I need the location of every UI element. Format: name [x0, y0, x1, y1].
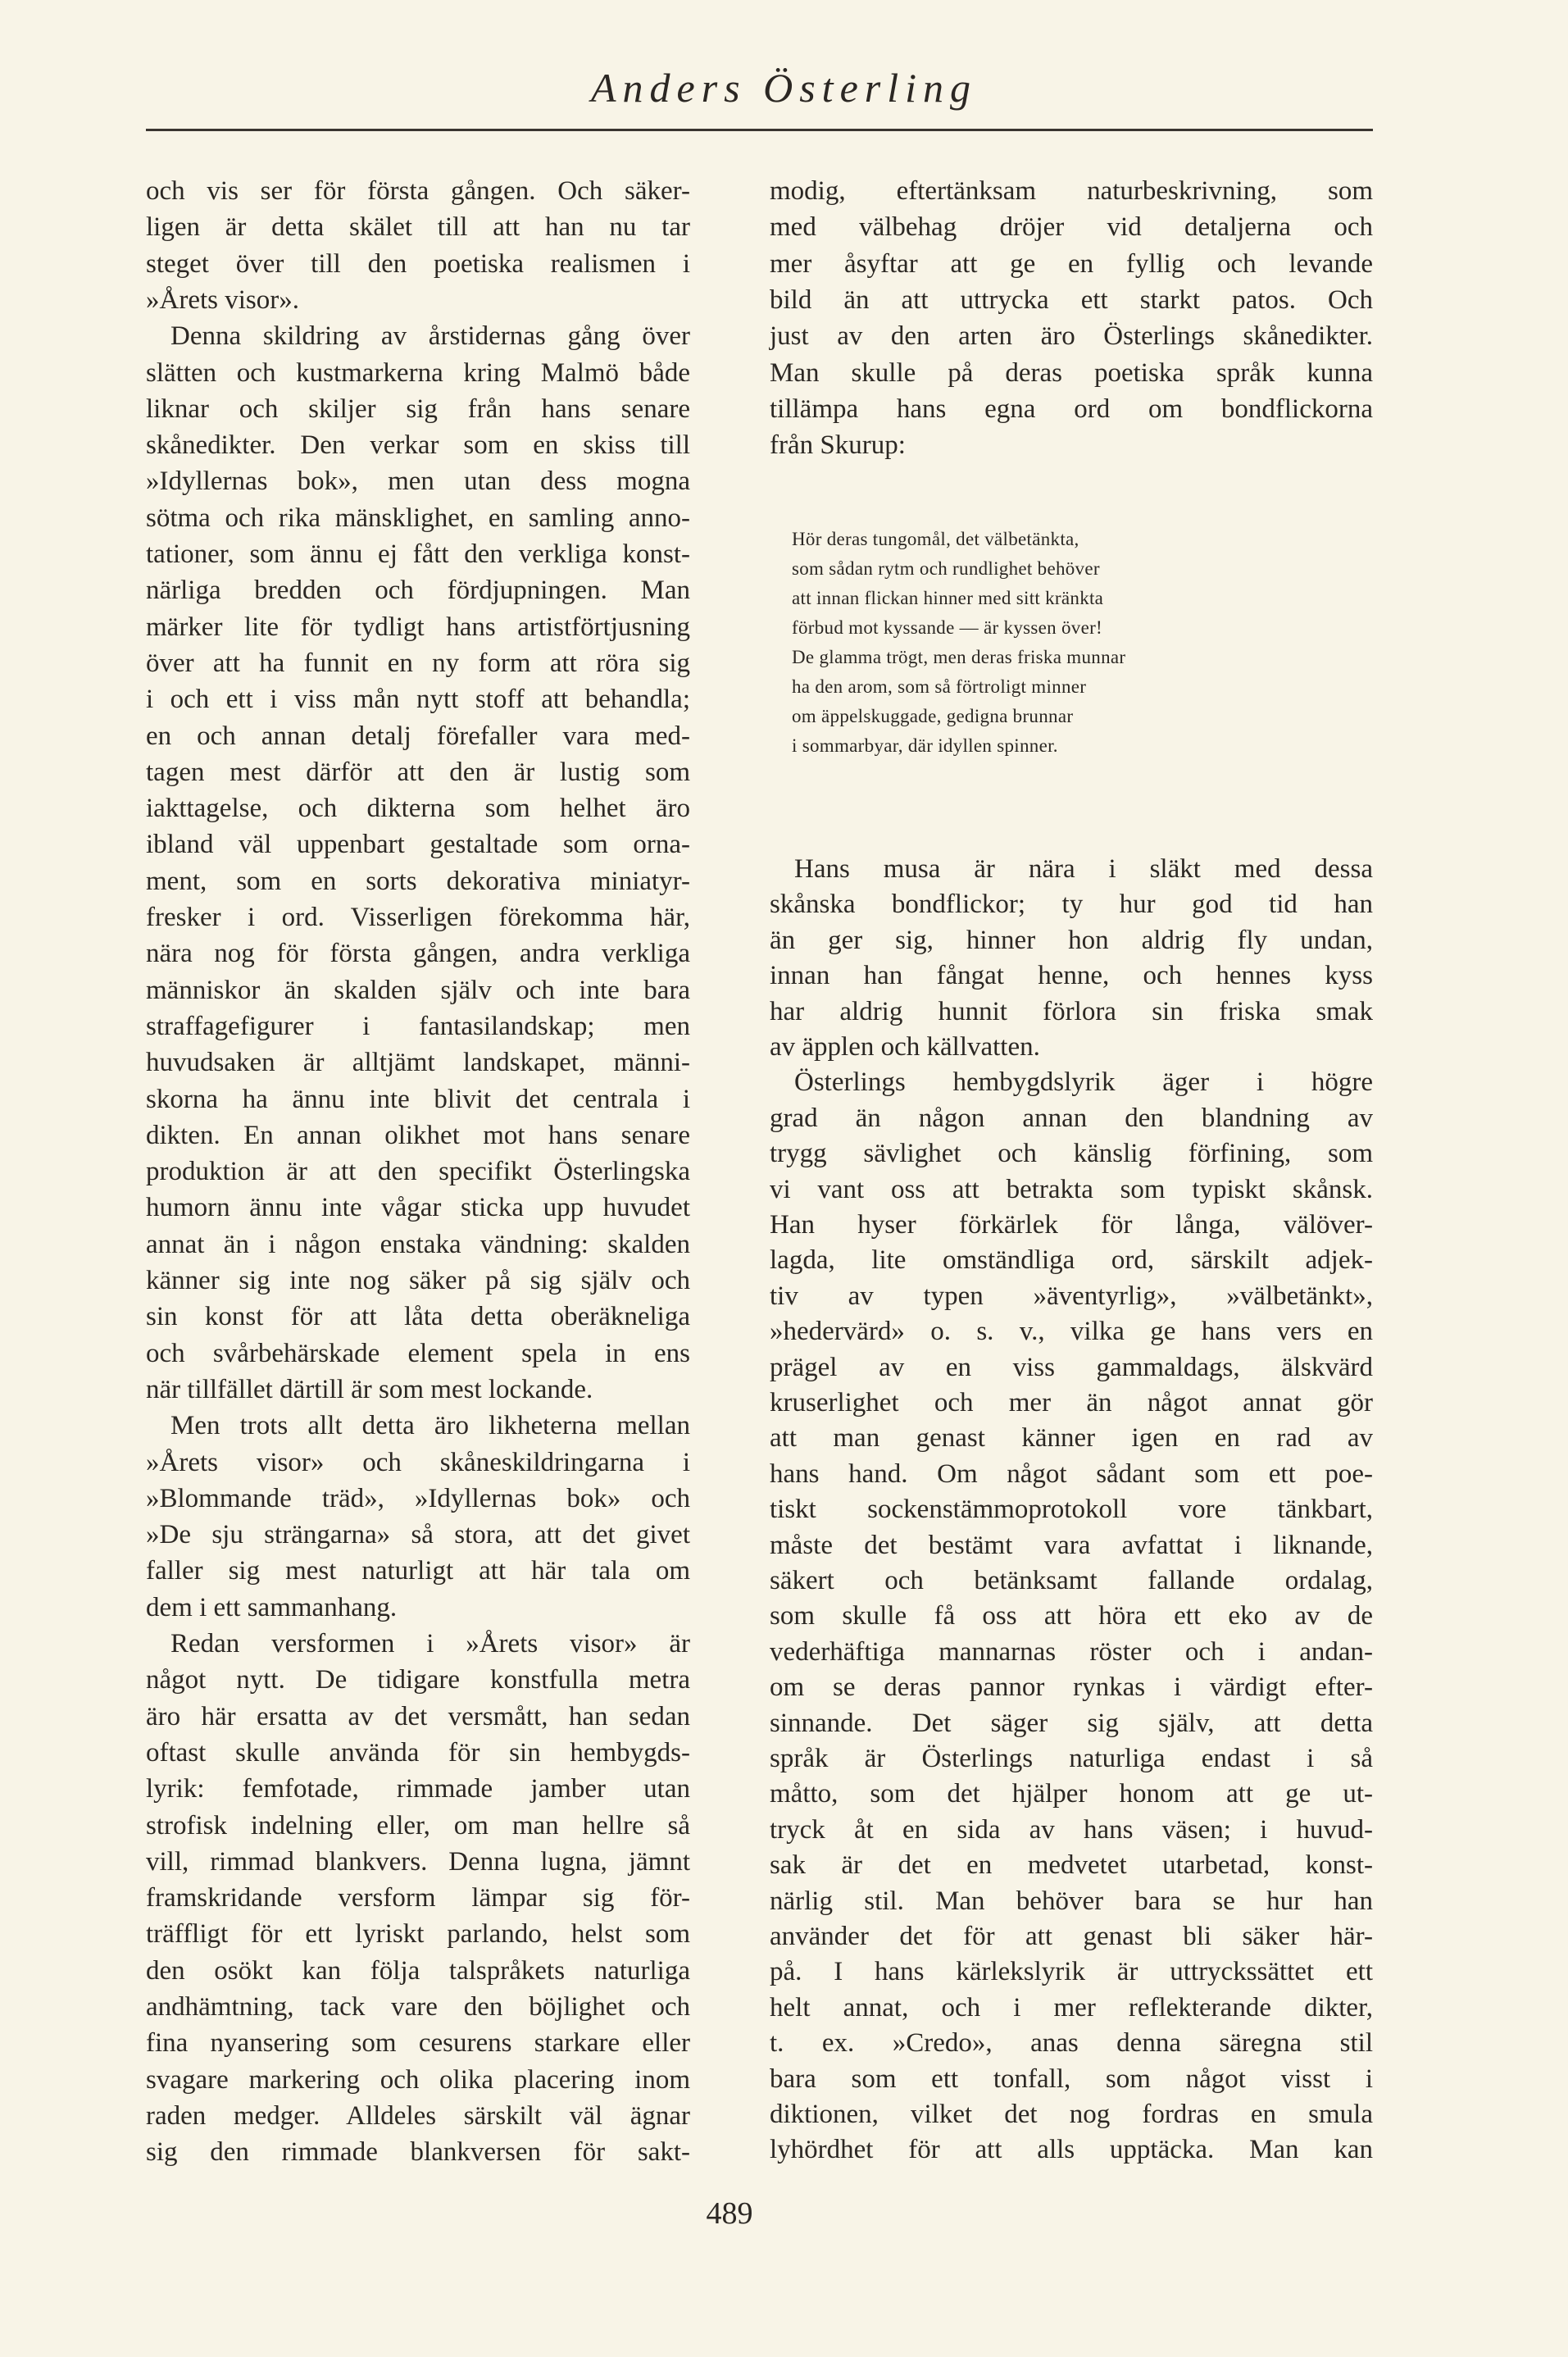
poem-line: i sommarbyar, där idyllen spinner.	[792, 735, 1058, 756]
text-line: språk är Österlings naturliga endast i så	[770, 1744, 1373, 1773]
text-line: Men trots allt detta äro likheterna mellan	[170, 1411, 690, 1441]
poem-line: Hör deras tungomål, det välbetänkta,	[792, 529, 1079, 549]
text-line: märker lite för tydligt hans artistförtjusning	[146, 612, 690, 642]
text-line: tagen mest därför att den är lustig som	[146, 757, 690, 787]
text-line: känner sig inte nog säker på sig själv och	[146, 1266, 690, 1295]
text-line: fresker i ord. Visserligen förekomma här,	[146, 903, 690, 932]
text-line: en och annan detalj förefaller vara med-	[146, 721, 690, 751]
text-line: vi vant oss att betrakta som typiskt skånsk.	[770, 1174, 1373, 1204]
text-line: sak är det en medvetet utarbetad, konst-	[770, 1850, 1373, 1881]
text-line: »Blommande träd», »Idyllernas bok» och	[146, 1483, 690, 1513]
running-header: Anders Österling	[590, 65, 978, 111]
text-line: t. ex. »Credo», anas denna säregna stil	[770, 2028, 1373, 2059]
text-line: som skulle få oss att höra ett eko av de	[770, 1601, 1373, 1631]
text-line: sin konst för att låta detta oberäkneliga	[146, 1302, 690, 1332]
text-line: Redan versformen i »Årets visor» är	[170, 1629, 690, 1659]
text-line: använder det för att genast bli säker här-	[770, 1922, 1373, 1951]
text-line: lyrik: femfotade, rimmade jamber utan	[146, 1774, 690, 1804]
text-line: vederhäftiga mannarnas röster och i andan-	[770, 1636, 1373, 1667]
text-line: Denna skildring av årstidernas gång över	[170, 321, 690, 352]
text-line: bara som ett tonfall, som något visst i	[770, 2064, 1373, 2094]
text-line: nära nog för första gången, andra verkliga	[146, 939, 690, 969]
text-line: huvudsaken är alltjämt landskapet, männi-	[146, 1048, 690, 1078]
text-line: på. I hans kärlekslyrik är uttryckssättet ett	[770, 1957, 1373, 1987]
text-line: fina nyansering som cesurens starkare eller	[146, 2028, 690, 2059]
poem-line: om äppelskuggade, gedigna brunnar	[792, 706, 1074, 726]
poem-line: att innan flickan hinner med sitt kränkta	[792, 588, 1104, 608]
text-line: tiv av typen »äventyrlig», »välbetänkt»,	[770, 1281, 1373, 1311]
poem-quote	[792, 525, 1125, 761]
text-line: tryck åt en sida av hans väsen; i huvud-	[770, 1814, 1373, 1845]
text-line: dikten. En annan olikhet mot hans senare	[146, 1120, 690, 1150]
text-line: liknar och skiljer sig från hans senare	[146, 394, 690, 424]
text-line: tillämpa hans egna ord om bondflickorna	[770, 394, 1373, 424]
text-line: måste det bestämt vara avfattat i liknande,	[770, 1530, 1373, 1560]
text-line: humorn ännu inte vågar sticka upp huvudet	[146, 1193, 690, 1223]
text-line: »Årets visor» och skåneskildringarna i	[146, 1447, 690, 1477]
text-line: hans hand. Om något sådant som ett poe-	[770, 1458, 1373, 1489]
text-line: Hans musa är nära i släkt med dessa	[794, 854, 1373, 884]
text-line: trygg sävlighet och känslig förfining, som	[770, 1139, 1373, 1169]
text-line: framskridande versform lämpar sig för-	[146, 1883, 690, 1913]
text-line: »Idyllernas bok», men utan dess mogna	[146, 466, 690, 497]
text-line: produktion är att den specifikt Österlingska	[146, 1157, 690, 1187]
poem-line: De glamma trögt, men deras friska munnar	[792, 647, 1126, 667]
text-line: Man skulle på deras poetiska språk kunna	[770, 357, 1373, 388]
text-line: grad än någon annan den blandning av	[770, 1103, 1373, 1133]
text-line: den osökt kan följa talspråkets naturliga	[146, 1955, 690, 1986]
text-line: just av den arten äro Österlings skånedikter.	[770, 321, 1373, 352]
poem-line: ha den arom, som så förtroligt minner	[792, 676, 1087, 697]
text-line: ment, som en sorts dekorativa miniatyr-	[146, 866, 690, 896]
text-line: diktionen, vilket det nog fordras en smula	[770, 2100, 1373, 2129]
text-line: bild än att uttrycka ett starkt patos. Och	[770, 284, 1373, 315]
poem-line: som sådan rytm och rundlighet behöver	[792, 558, 1100, 579]
text-line: faller sig mest naturligt att här tala om	[146, 1556, 690, 1586]
text-line: mer åsyftar att ge en fyllig och levande	[770, 248, 1373, 279]
text-line: har aldrig hunnit förlora sin friska smak	[770, 996, 1373, 1026]
text-line: »hedervärd» o. s. v., vilka ge hans vers en	[770, 1317, 1373, 1347]
text-line: träffligt för ett lyriskt parlando, helst som	[146, 1919, 690, 1950]
text-line: äro här ersatta av det versmått, han sedan	[146, 1701, 690, 1731]
text-line: sinnande. Det säger sig själv, att detta	[770, 1708, 1373, 1738]
text-line: skorna ha ännu inte blivit det centrala i	[146, 1084, 690, 1114]
text-line: innan han fångat henne, och hennes kyss	[770, 961, 1373, 991]
text-line: med välbehag dröjer vid detaljerna och	[770, 212, 1373, 243]
text-line: ligen är detta skälet till att han nu tar	[146, 212, 690, 243]
text-line: Han hyser förkärlek för långa, välöver-	[770, 1210, 1373, 1240]
text-line: vill, rimmad blankvers. Denna lugna, jämnt	[146, 1846, 690, 1877]
text-line: annat än i någon enstaka vändning: skalden	[146, 1229, 690, 1259]
text-line: sötma och rika mänsklighet, en samling anno-	[146, 503, 690, 533]
text-line: helt annat, och i mer reflekterande dikter,	[770, 1992, 1373, 2023]
text-line: tationer, som ännu ej fått den verkliga konst-	[146, 539, 690, 569]
text-line: prägel av en viss gammaldags, älskvärd	[770, 1352, 1373, 1382]
text-line: i och ett i viss mån nytt stoff att behandla;	[146, 685, 690, 715]
text-line: straffagefigurer i fantasilandskap; men	[146, 1011, 690, 1041]
text-line: Österlings hembygdslyrik äger i högre	[794, 1067, 1373, 1098]
text-line: svagare markering och olika placering inom	[146, 2064, 690, 2095]
poem-line: förbud mot kyssande — är kyssen över!	[792, 617, 1103, 638]
text-line: tiskt sockenstämmoprotokoll vore tänkbart,	[770, 1495, 1373, 1525]
text-line: steget över till den poetiska realismen i	[146, 248, 690, 279]
text-line: närlig stil. Man behöver bara se hur han	[770, 1886, 1373, 1916]
text-line: »Årets visor».	[146, 284, 299, 315]
header-rule	[146, 129, 1373, 131]
text-line: andhämtning, tack vare den böjlighet och	[146, 1992, 690, 2022]
text-line: oftast skulle använda för sin hembygds-	[146, 1737, 690, 1768]
text-line: att man genast känner igen en rad av	[770, 1423, 1373, 1454]
text-line: och vis ser för första gången. Och säker-	[146, 176, 690, 206]
page-number: 489	[706, 2196, 753, 2231]
text-line: människor än skalden själv och inte bara	[146, 975, 690, 1005]
text-line: lyhördhet för att alls upptäcka. Man kan	[770, 2135, 1373, 2165]
text-line: kruserlighet och mer än något annat gör	[770, 1388, 1373, 1417]
text-line: av äpplen och källvatten.	[770, 1032, 1040, 1062]
text-line: om se deras pannor rynkas i värdigt efter-	[770, 1672, 1373, 1703]
text-line: när tillfället därtill är som mest lockande.	[146, 1374, 593, 1404]
text-line: än ger sig, hinner hon aldrig fly undan,	[770, 925, 1373, 955]
text-line: närliga bredden och fördjupningen. Man	[146, 576, 690, 606]
text-line: slätten och kustmarkerna kring Malmö både	[146, 357, 690, 388]
text-line: och svårbehärskade element spela in ens	[146, 1338, 690, 1368]
text-line: ibland väl uppenbart gestaltade som orna-	[146, 830, 690, 860]
text-line: något nytt. De tidigare konstfulla metra	[146, 1665, 690, 1695]
text-line: modig, eftertänksam naturbeskrivning, som	[770, 176, 1373, 206]
text-line: »De sju strängarna» så stora, att det givet	[146, 1520, 690, 1550]
text-line: sig den rimmade blankversen för sakt-	[146, 2137, 690, 2168]
text-line: raden medger. Alldeles särskilt väl ägnar	[146, 2100, 690, 2131]
text-line: dem i ett sammanhang.	[146, 1592, 398, 1622]
text-line: strofisk indelning eller, om man hellre så	[146, 1810, 690, 1841]
text-line: från Skurup:	[770, 430, 906, 461]
text-line: säkert och betänksamt fallande ordalag,	[770, 1566, 1373, 1595]
text-line: skånedikter. Den verkar som en skiss till	[146, 430, 690, 461]
text-line: lagda, lite omständliga ord, särskilt adjek-	[770, 1245, 1373, 1276]
text-line: över att ha funnit en ny form att röra sig	[146, 648, 690, 678]
text-line: iakttagelse, och dikterna som helhet äro	[146, 794, 690, 824]
text-line: måtto, som det hjälper honom att ge ut-	[770, 1779, 1373, 1809]
text-line: skånska bondflickor; ty hur god tid han	[770, 890, 1373, 920]
